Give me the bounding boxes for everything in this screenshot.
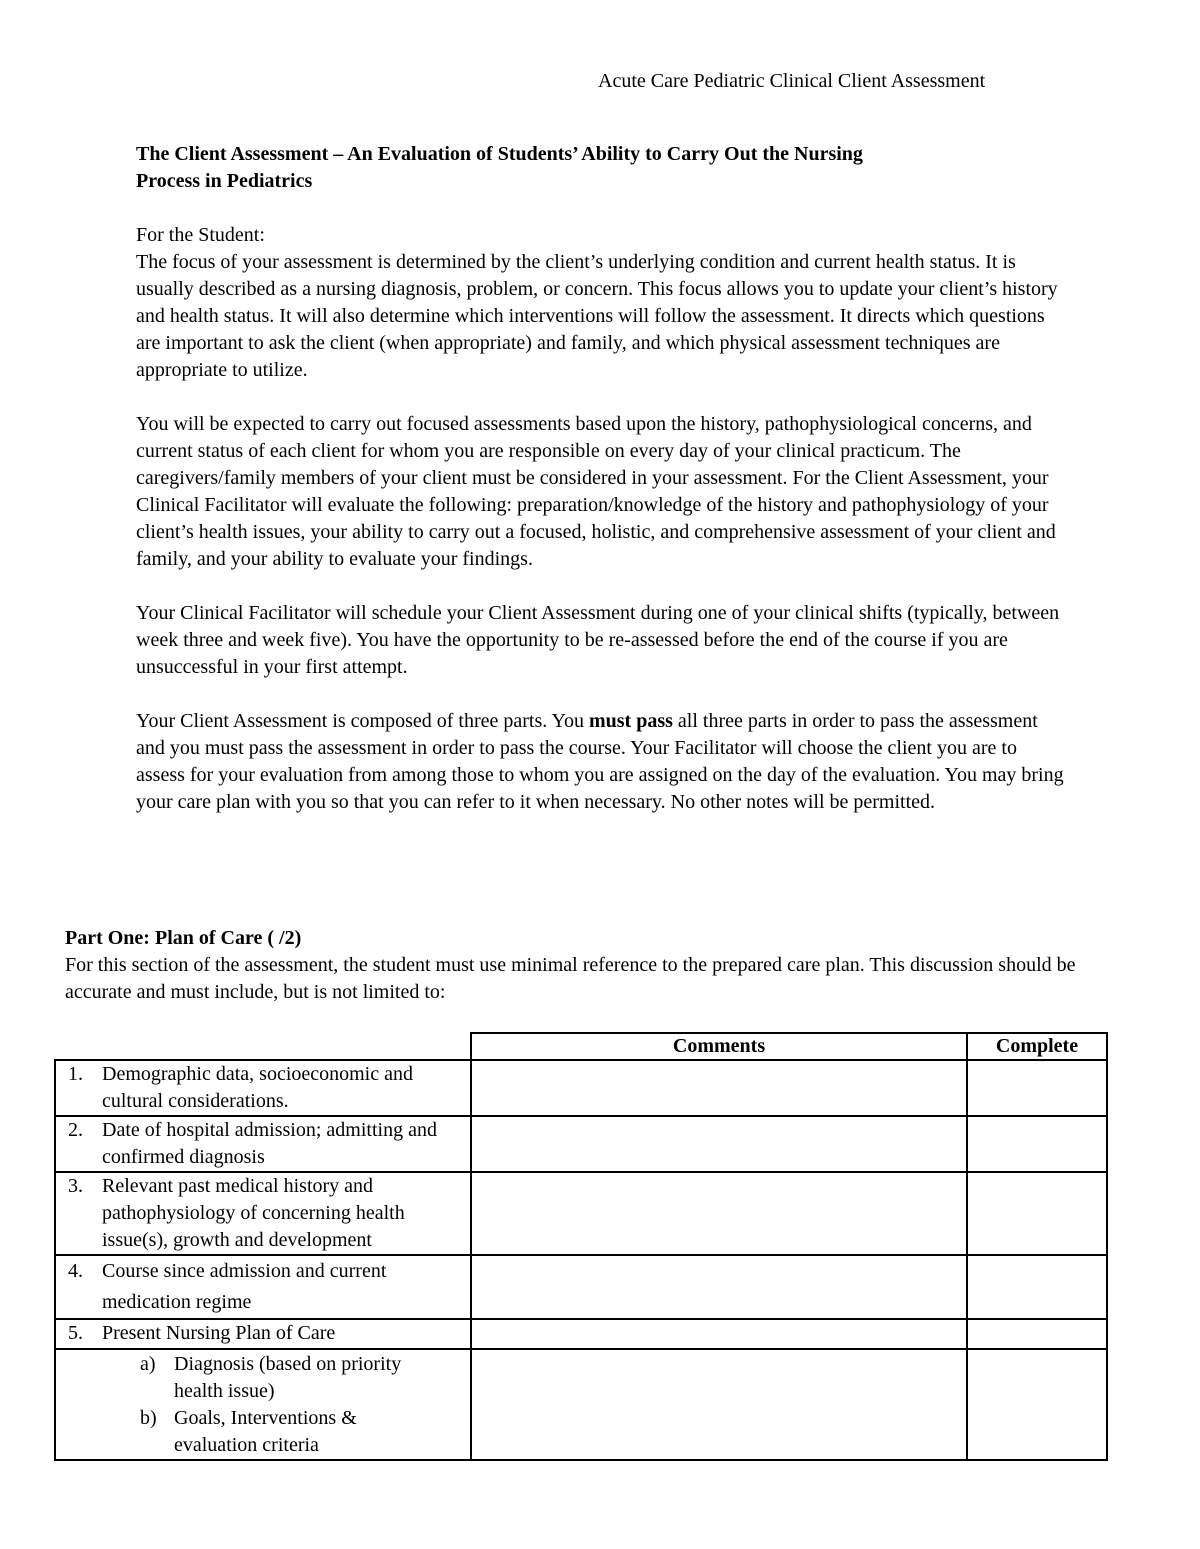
item-number: 2. (68, 1119, 83, 1141)
table-header-row (55, 1033, 1107, 1060)
paragraph-focus: The focus of your assessment is determined by the client’s underlying condition and current health status. It is usually described as a nursing diagnosis, problem, or concern. This focus allows you to update your client’s history and health status. It will also determine which interventions will follow the assessment. It directs which questions are important to ask the client (when appropriate) and family, and which physical assessment techniques are appropriate to utilize. (136, 251, 1058, 381)
complete-header: Complete (967, 1033, 1107, 1060)
table-row (55, 1349, 1107, 1460)
part-one-section (65, 925, 1105, 1006)
item-number: 3. (68, 1175, 83, 1197)
comments-cell[interactable] (471, 1349, 967, 1460)
item-text: Present Nursing Plan of Care (102, 1322, 336, 1344)
criterion-cell (55, 1349, 471, 1460)
item-text: Relevant past medical history and pathophysiology of concerning health issue(s), growth and development (102, 1175, 405, 1251)
header-blank-cell (55, 1033, 471, 1060)
item-number: 4. (68, 1260, 83, 1282)
complete-cell[interactable] (967, 1349, 1107, 1460)
complete-cell[interactable] (967, 1116, 1107, 1172)
comments-header: Comments (471, 1033, 967, 1060)
document-title-line1: The Client Assessment – An Evaluation of Students’ Ability to Carry Out the Nursing (136, 143, 863, 165)
item-text: Demographic data, socioeconomic and cultural considerations. (102, 1063, 413, 1112)
comments-cell[interactable] (471, 1255, 967, 1319)
table-row (55, 1255, 1107, 1319)
criterion-cell (55, 1060, 471, 1116)
comments-cell[interactable] (471, 1172, 967, 1255)
complete-cell[interactable] (967, 1255, 1107, 1319)
table-row (55, 1172, 1107, 1255)
subitem-letter: b) (140, 1407, 157, 1429)
paragraph-parts (136, 708, 1066, 816)
item-number: 5. (68, 1322, 83, 1344)
for-student-label: For the Student: (136, 224, 265, 246)
comments-cell[interactable] (471, 1116, 967, 1172)
document-body (136, 141, 1066, 816)
plan-of-care-table (54, 1032, 1108, 1461)
part-one-title: Part One: Plan of Care ( /2) (65, 927, 302, 949)
table-row (55, 1116, 1107, 1172)
must-pass-emphasis: must pass (588, 710, 673, 732)
running-header: Acute Care Pediatric Clinical Client Assessment (598, 70, 986, 92)
complete-cell[interactable] (967, 1319, 1107, 1349)
table-row (55, 1060, 1107, 1116)
subitem-text: Goals, Interventions & evaluation criteria (174, 1407, 357, 1456)
complete-cell[interactable] (967, 1060, 1107, 1116)
item-text: Course since admission and current medication regime (102, 1260, 387, 1313)
comments-cell[interactable] (471, 1319, 967, 1349)
criterion-cell (55, 1116, 471, 1172)
paragraph-parts-end: all three parts in order to pass the assessment and you must pass the assessment in order to pass the course. Your Facilitator will choose the client you are to assess for your evaluation from among those to whom you are assigned on the day of the evaluation. You may bring your care plan with you so that you can refer to it when necessary. No other notes will be permitted. (136, 710, 1064, 813)
criterion-cell (55, 1255, 471, 1319)
comments-cell[interactable] (471, 1060, 967, 1116)
item-text: Date of hospital admission; admitting and confirmed diagnosis (102, 1119, 437, 1168)
paragraph-expectations: You will be expected to carry out focused assessments based upon the history, pathophysiological concerns, and current status of each client for whom you are responsible on every day of your clinical practicum. The caregivers/family members of your client must be considered in your assessment. For the Client Assessment, your Clinical Facilitator will evaluate the following: preparation/knowledge of the history and pathophysiology of your client’s health issues, your ability to carry out a focused, holistic, and comprehensive assessment of your client and family, and your ability to evaluate your findings. (136, 413, 1056, 570)
table-row (55, 1319, 1107, 1349)
part-one-intro: For this section of the assessment, the student must use minimal reference to the prepared care plan. This discussion should be accurate and must include, but is not limited to: (65, 954, 1076, 1003)
document-title-line2: Process in Pediatrics (136, 170, 313, 192)
criterion-cell (55, 1319, 471, 1349)
subitem-text: Diagnosis (based on priority health issue) (174, 1353, 402, 1402)
subitem-letter: a) (140, 1353, 156, 1375)
paragraph-parts-start: Your Client Assessment is composed of three parts. You (136, 710, 589, 732)
complete-cell[interactable] (967, 1172, 1107, 1255)
criterion-cell (55, 1172, 471, 1255)
paragraph-schedule: Your Clinical Facilitator will schedule your Client Assessment during one of your clinical shifts (typically, between week three and week five). You have the opportunity to be re-assessed before the end of the course if you are unsuccessful in your first attempt. (136, 602, 1060, 678)
item-number: 1. (68, 1063, 83, 1085)
